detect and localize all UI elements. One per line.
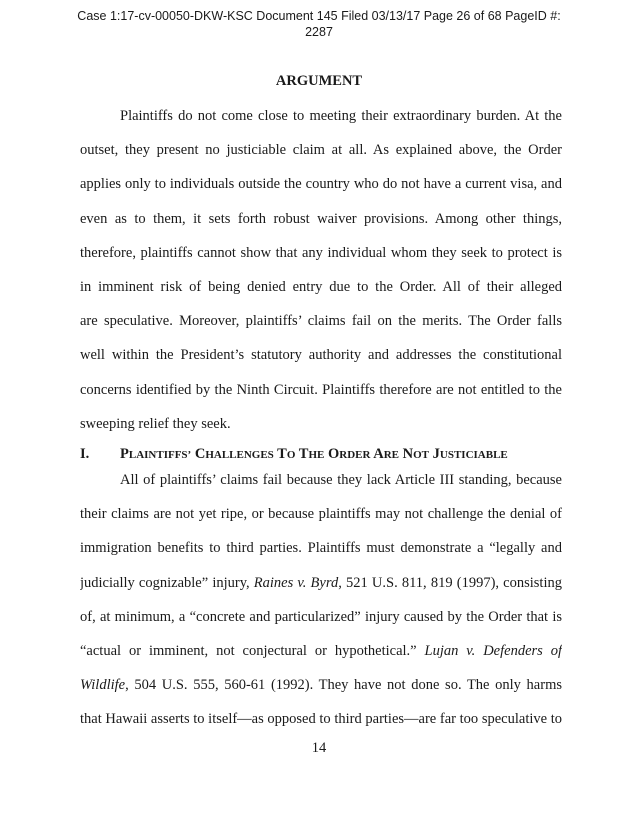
paragraph-2-line: of, at minimum, a “concrete and particularized” injury caused by the Order that is <box>80 608 562 625</box>
case-header-line-1: Case 1:17-cv-00050-DKW-KSC Document 145 Filed 03/13/17 Page 26 of 68 PageID #: <box>77 9 561 23</box>
paragraph-1-line: are speculative. Moreover, plaintiffs’ claims fail on the merits. The Order falls <box>80 313 562 330</box>
paragraph-1-line: sweeping relief they seek. <box>80 415 231 432</box>
text-run: judicially cognizable” injury, <box>80 574 254 591</box>
paragraph-1-line: therefore, plaintiffs cannot show that any individual whom they seek to protect is <box>80 244 562 261</box>
paragraph-2-line <box>80 566 562 600</box>
paragraph-1-line: outset, they present no justiciable claim at all. As explained above, the Order <box>80 142 562 159</box>
paragraph-2-line: All of plaintiffs’ claims fail because they lack Article III standing, because <box>120 472 562 488</box>
case-citation: Wildlife <box>80 677 126 694</box>
paragraph-2-line: immigration benefits to third parties. Plaintiffs must demonstrate a “legally and <box>80 540 562 557</box>
paragraph-1-line: well within the President’s statutory authority and addresses the constitutional <box>80 347 562 364</box>
paragraph-1-line: in imminent risk of being denied entry due to the Order. All of their alleged <box>80 278 562 295</box>
case-header-line-2: 2287 <box>305 25 333 39</box>
case-citation: Raines v. Byrd <box>253 574 339 591</box>
text-run: “actual or imminent, not conjectural or hypothetical.” <box>80 642 425 659</box>
paragraph-2-line: that Hawaii asserts to itself—as opposed to third parties—are far too speculative to <box>80 711 562 728</box>
paragraph-2-line: their claims are not yet ripe, or because plaintiffs may not challenge the denial of <box>80 506 562 523</box>
paragraph-2-line <box>80 634 562 668</box>
section-number: I. <box>80 446 90 462</box>
section-title: PLAINTIFFS’ CHALLENGES TO THE ORDER ARE NOT JUSTICIABLE <box>120 446 508 462</box>
paragraph-1-line: concerns identified by the Ninth Circuit. Plaintiffs therefore are not entitled to the <box>80 381 562 398</box>
paragraph-1-line: applies only to individuals outside the country who do not have a current visa, and <box>80 176 562 193</box>
text-run: , 504 U.S. 555, 560-61 (1992). They have not done so. The only harms <box>125 677 562 694</box>
paragraph-2-line <box>80 668 562 702</box>
text-run: , 521 U.S. 811, 819 (1997), consisting <box>338 574 562 591</box>
case-header <box>0 8 638 40</box>
paragraph-2 <box>80 463 562 737</box>
paragraph-1-line: even as to them, it sets forth robust waiver provisions. Among other things, <box>80 210 562 227</box>
page-number: 14 <box>311 740 327 756</box>
paragraph-1-line: Plaintiffs do not come close to meeting their extraordinary burden. At the <box>120 108 562 124</box>
case-citation: Lujan v. Defenders of <box>424 642 562 659</box>
argument-heading: ARGUMENT <box>275 73 363 89</box>
paragraph-1 <box>80 99 562 441</box>
